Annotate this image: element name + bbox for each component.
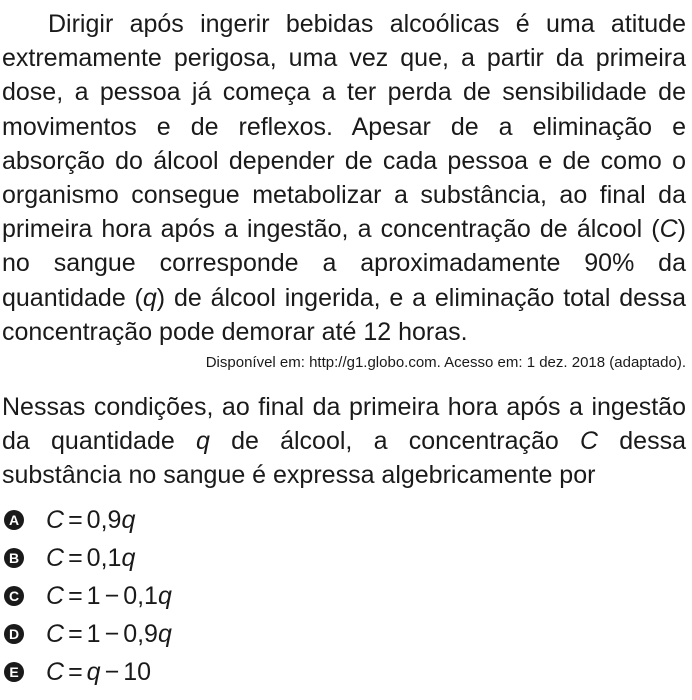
passage-var-q: q: [142, 283, 157, 312]
passage-part-3: ) de álcool ingerida, e a eliminação total dessa concentração pode demorar até 12 horas.: [2, 283, 686, 346]
option-a-equals: =: [68, 506, 83, 534]
option-d-equals: =: [68, 620, 83, 648]
option-d-letter-badge: D: [4, 624, 24, 644]
option-c-minus: −: [104, 582, 120, 610]
option-a-var: q: [121, 506, 136, 534]
option-e-equals: =: [68, 658, 83, 686]
option-d-lhs: C: [46, 620, 65, 648]
option-b-lhs: C: [46, 544, 65, 572]
option-d-minus: −: [104, 620, 120, 648]
answer-options: [0, 501, 692, 691]
option-b-equals: =: [68, 544, 83, 572]
question-part-1: Nessas condições, ao final da primeira hora após a ingestão da quantidade: [2, 393, 686, 456]
option-c-constant: 1: [86, 582, 101, 610]
option-e[interactable]: [0, 653, 692, 691]
option-c-equals: =: [68, 582, 83, 610]
passage-text: [2, 0, 686, 349]
option-e-letter-badge: E: [4, 662, 24, 682]
option-b-coef: 0,1: [86, 544, 122, 572]
option-e-formula: [46, 655, 151, 689]
option-b[interactable]: [0, 539, 692, 577]
question-stem: [2, 372, 686, 493]
option-a-formula: [46, 503, 135, 537]
question-part-2: de álcool, a concentração: [209, 427, 580, 456]
option-e-minus: −: [104, 658, 120, 686]
option-c-letter-badge: C: [4, 586, 24, 606]
option-b-formula: [46, 541, 135, 575]
passage-part-2: ) no sangue corresponde a aproximadamente 90% da quantidade (: [2, 215, 686, 312]
question-var-q: q: [195, 427, 210, 456]
option-a[interactable]: [0, 501, 692, 539]
option-c-var: q: [157, 582, 172, 610]
option-d[interactable]: [0, 615, 692, 653]
option-b-var: q: [121, 544, 136, 572]
option-b-letter-badge: B: [4, 548, 24, 568]
option-d-formula: [46, 617, 172, 651]
passage-var-c: C: [659, 215, 678, 244]
option-e-constant: 10: [123, 658, 151, 686]
question-var-c: C: [580, 427, 599, 456]
option-c-coef: 0,1: [123, 582, 158, 610]
option-d-coef: 0,9: [123, 620, 158, 648]
option-a-lhs: C: [46, 506, 65, 534]
passage-part-1: Dirigir após ingerir bebidas alcoólicas é uma atitude extremamente perigosa, uma vez que, a partir da primeira dose, a pessoa já começa a ter perda de sensibilidade de movimentos e de reflexos. Apesar de a eliminação e absorção do álcool depender de cada pessoa e de como o organismo consegue metabolizar a substância, ao final da primeira hora após a ingestão, a concentração de álcool (: [2, 10, 686, 244]
option-c-lhs: C: [46, 582, 65, 610]
option-c-formula: [46, 579, 172, 613]
option-d-var: q: [157, 620, 172, 648]
option-a-letter-badge: A: [4, 510, 24, 530]
option-d-constant: 1: [86, 620, 101, 648]
option-e-var: q: [86, 658, 101, 686]
option-a-coef: 0,9: [86, 506, 122, 534]
option-e-lhs: C: [46, 658, 65, 686]
question-part-3: dessa substância no sangue é expressa algebricamente por: [2, 427, 686, 490]
option-c[interactable]: [0, 577, 692, 615]
source-citation: Disponível em: http://g1.globo.com. Acesso em: 1 dez. 2018 (adaptado).: [205, 354, 686, 372]
